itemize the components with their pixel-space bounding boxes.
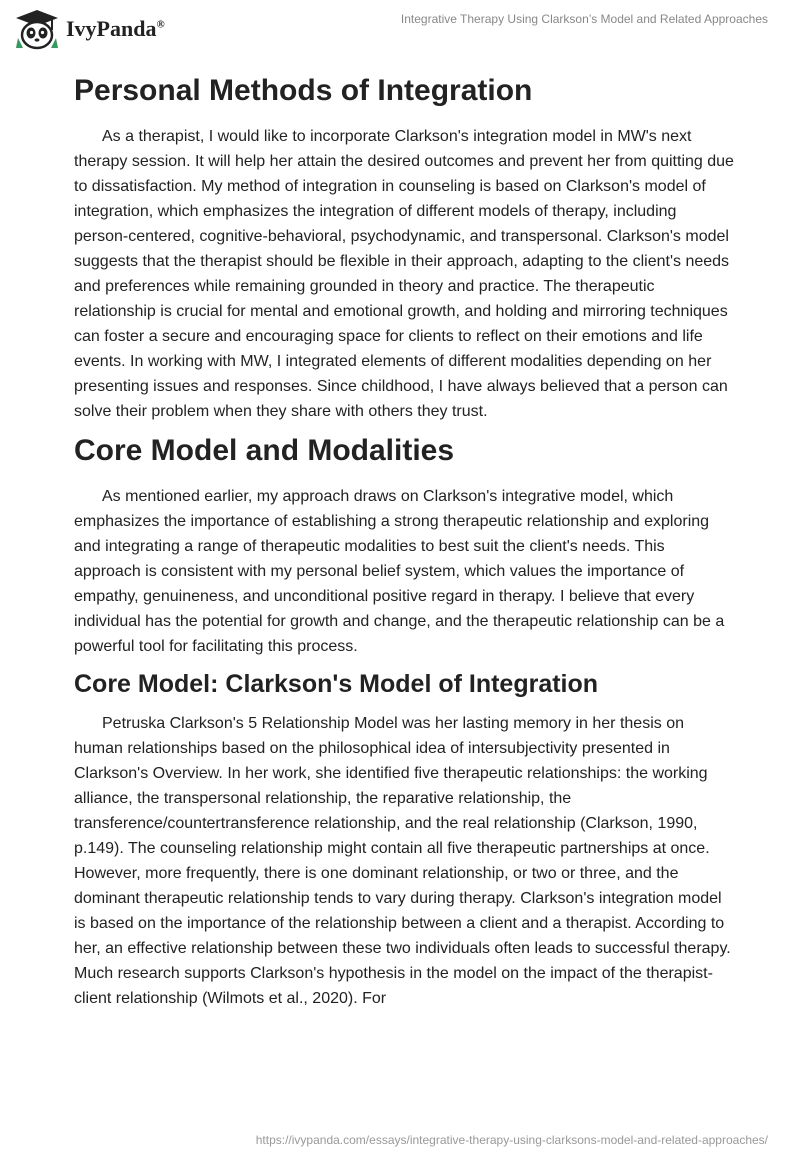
paragraph-personal-methods: As a therapist, I would like to incorporate Clarkson's integration model in MW's next therapy session. It will help her attain the desired outcomes and prevent her from quitting due to dissatisfaction. My method of integration in counseling is based on Clarkson's model of integration, which emphasizes the integration of different models of therapy, including person-centered, cognitive-behavioral, psychodynamic, and transpersonal. Clarkson's model suggests that the therapist should be flexible in their approach, adapting to the client's needs and preferences while remaining grounded in theory and practice. The therapeutic relationship is crucial for mental and emotional growth, and holding and mirroring techniques can foster a secure and encouraging space for clients to reflect on their emotions and life events. In working with MW, I integrated elements of different modalities depending on her presenting issues and responses. Since childhood, I have always believed that a person can solve their problem when they share with others they trust.	[74, 128, 734, 420]
article-body	[74, 70, 734, 1021]
panda-logo-icon	[14, 8, 60, 50]
running-title: Integrative Therapy Using Clarkson’s Model and Related Approaches	[400, 12, 768, 26]
paragraph-clarkson-model: Petruska Clarkson's 5 Relationship Model was her lasting memory in her thesis on human relationships based on the philosophical idea of intersubjectivity presented in Clarkson's Overview. In her work, she identified five therapeutic relationships: the working alliance, the transpersonal relationship, the reparative relationship, the transference/countertransference relationship, and the real relationship (Clarkson, 1990, p.149). The counseling relationship might contain all five therapeutic partnerships at once. However, more frequently, there is one dominant relationship, or two or three, and the dominant therapeutic relationship tends to vary during therapy. Clarkson's integration model is based on the importance of the relationship between a client and a therapist. According to her, an effective relationship between these two individuals often leads to successful therapy. Much research supports Clarkson's hypothesis in the model on the impact of the therapist-client relationship (Wilmots et al., 2020). For	[74, 715, 731, 1007]
brand-logo[interactable]	[14, 8, 165, 50]
section-heading-personal-methods: Personal Methods of Integration	[74, 74, 533, 107]
section-heading-core-model-modalities: Core Model and Modalities	[74, 434, 455, 467]
subsection-heading-clarkson-model: Core Model: Clarkson's Model of Integration	[74, 670, 599, 698]
paragraph-core-model-modalities: As mentioned earlier, my approach draws on Clarkson's integrative model, which emphasizes the importance of establishing a strong therapeutic relationship and exploring and integrating a range of therapeutic modalities to best suit the client's needs. This approach is consistent with my personal belief system, which values the importance of empathy, genuineness, and unconditional positive regard in therapy. I believe that every individual has the potential for growth and change, and the therapeutic relationship can be a powerful tool for facilitating this process.	[74, 488, 725, 655]
brand-name: IvyPanda®	[66, 16, 165, 41]
page-header	[0, 0, 800, 60]
source-url[interactable]: https://ivypanda.com/essays/integrative-therapy-using-clarksons-model-and-related-approaches/	[255, 1133, 768, 1147]
